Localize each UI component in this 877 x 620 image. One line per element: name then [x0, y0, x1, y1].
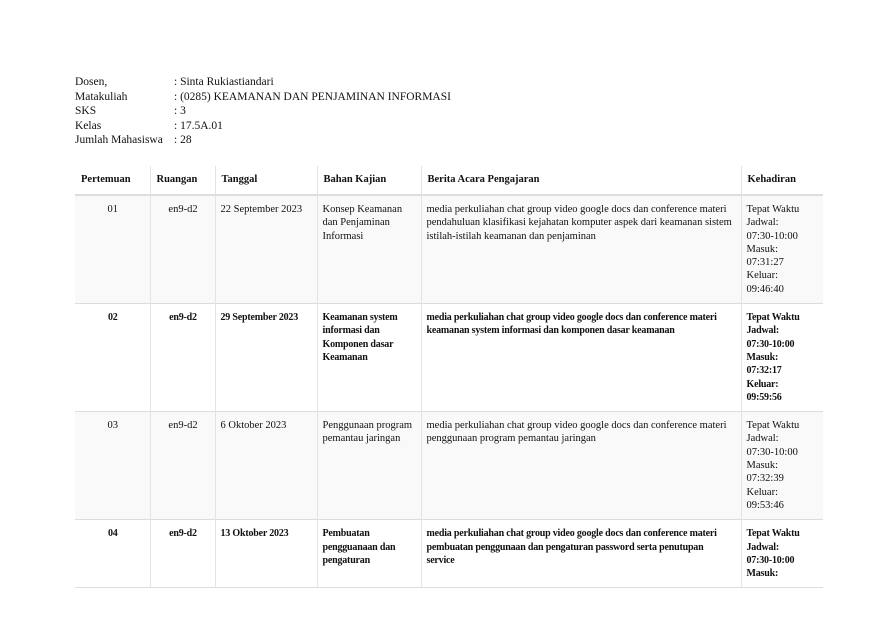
header-kehadiran: Kehadiran — [741, 166, 823, 195]
class-code: : 17.5A.01 — [174, 119, 223, 132]
credit-value: : 3 — [174, 105, 186, 118]
info-label: SKS — [75, 105, 97, 118]
info-label: Matakuliah — [75, 90, 128, 103]
cell-tanggal: 29 September 2023 — [215, 304, 317, 412]
attendance-status: Tepat Waktu — [746, 204, 800, 215]
cell-bahan-kajian: Penggunaan program pemantau jaringan — [317, 412, 421, 520]
table-row — [75, 304, 823, 412]
header-tanggal: Tanggal — [215, 166, 317, 195]
check-out-label: Keluar: — [746, 486, 778, 498]
cell-bahan-kajian: Keamanan system informasi dan Komponen dasar Keamanan — [317, 304, 421, 412]
cell-kehadiran — [741, 304, 823, 412]
cell-berita-acara: media perkuliahan chat group video google docs dan conference materi keamanan system informasi dan komponen dasar keamanan — [421, 304, 741, 412]
lecturer-name: : Sinta Rukiastiandari — [174, 76, 274, 88]
cell-pertemuan: 04 — [75, 520, 150, 588]
cell-pertemuan: 03 — [75, 412, 150, 520]
check-out-label: Keluar: — [746, 378, 779, 390]
header-ruangan: Ruangan — [150, 166, 215, 195]
check-out-label: Keluar: — [746, 270, 778, 282]
cell-tanggal: 6 Oktober 2023 — [215, 412, 317, 520]
schedule-time: 07:30-10:00 — [746, 554, 795, 566]
cell-pertemuan: 02 — [75, 304, 150, 412]
header-pertemuan: Pertemuan — [75, 166, 150, 195]
cell-ruangan: en9-d2 — [150, 195, 215, 304]
cell-berita-acara: media perkuliahan chat group video google docs dan conference materi pembuatan penggunaan dan pengaturan password serta penutupan service — [421, 520, 741, 588]
cell-berita-acara: media perkuliahan chat group video google docs dan conference materi penggunaan program pemantau jaringan — [421, 412, 741, 520]
info-label: Dosen, — [75, 76, 108, 88]
attendance-table-wrapper — [75, 166, 823, 588]
cell-ruangan: en9-d2 — [150, 520, 215, 588]
attendance-table — [75, 166, 823, 588]
info-row-kelas — [75, 119, 451, 134]
schedule-time: 07:30-10:00 — [746, 230, 798, 242]
attendance-status: Tepat Waktu — [746, 420, 800, 432]
cell-bahan-kajian: Pembuatan pengguanaan dan pengaturan — [317, 520, 421, 588]
schedule-label: Jadwal: — [746, 325, 779, 337]
cell-bahan-kajian: Konsep Keamanan dan Penjaminan Informasi — [317, 195, 421, 304]
student-count: : 28 — [174, 134, 192, 147]
info-label: Kelas — [75, 119, 102, 132]
cell-kehadiran — [741, 520, 823, 588]
check-in-time: 07:32:17 — [746, 365, 782, 377]
info-label: Jumlah Mahasiswa — [75, 134, 163, 147]
table-row — [75, 195, 823, 304]
table-row — [75, 520, 823, 588]
schedule-label: Jadwal: — [746, 217, 779, 229]
schedule-time: 07:30-10:00 — [746, 446, 798, 458]
course-info — [75, 75, 451, 148]
attendance-status: Tepat Waktu — [746, 528, 800, 540]
schedule-label: Jadwal: — [746, 433, 779, 445]
attendance-status: Tepat Waktu — [746, 312, 800, 324]
info-row-dosen — [75, 75, 451, 90]
check-in-label: Masuk: — [746, 351, 779, 363]
course-name: : (0285) KEAMANAN DAN PENJAMINAN INFORMASI — [174, 90, 451, 103]
cell-pertemuan: 01 — [75, 195, 150, 304]
cell-tanggal: 22 September 2023 — [215, 195, 317, 304]
check-in-label: Masuk: — [746, 460, 778, 472]
info-row-sks — [75, 104, 451, 119]
cell-berita-acara: media perkuliahan chat group video google docs dan conference materi pendahuluan klasifikasi kejahatan komputer aspek dari keamanan sistem istilah-istilah keamanan dan penjaminan — [421, 195, 741, 304]
table-row — [75, 412, 823, 520]
schedule-label: Jadwal: — [746, 541, 779, 553]
info-row-jumlah — [75, 133, 451, 148]
check-out-time: 09:46:40 — [746, 283, 784, 295]
info-row-matakuliah — [75, 90, 451, 105]
check-out-time: 09:53:46 — [746, 499, 784, 511]
cell-ruangan: en9-d2 — [150, 412, 215, 520]
check-in-time: 07:32:39 — [746, 473, 784, 485]
check-in-time: 07:31:27 — [746, 257, 784, 269]
check-out-time: 09:59:56 — [746, 391, 782, 403]
cell-ruangan: en9-d2 — [150, 304, 215, 412]
cell-tanggal: 13 Oktober 2023 — [215, 520, 317, 588]
cell-kehadiran — [741, 195, 823, 304]
check-in-label: Masuk: — [746, 568, 779, 580]
schedule-time: 07:30-10:00 — [746, 338, 795, 350]
check-in-label: Masuk: — [746, 243, 778, 255]
header-berita-acara: Berita Acara Pengajaran — [421, 166, 741, 195]
cell-kehadiran — [741, 412, 823, 520]
table-header-row — [75, 166, 823, 195]
header-bahan-kajian: Bahan Kajian — [317, 166, 421, 195]
